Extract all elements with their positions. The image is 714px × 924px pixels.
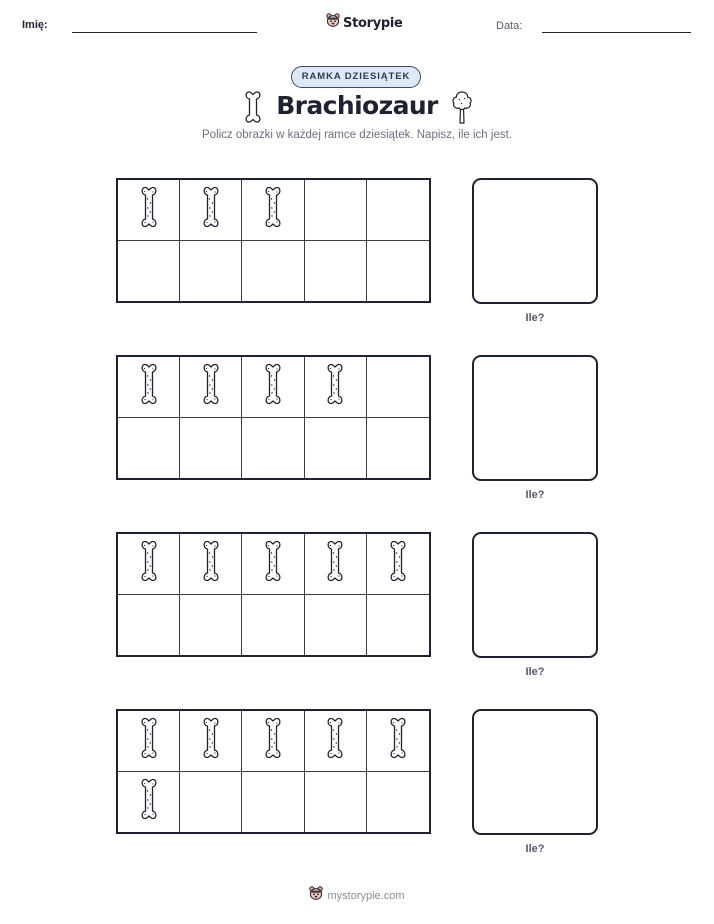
exercise-row-3 [0,532,714,692]
frame-cell [367,711,429,772]
frame-cell [118,711,180,772]
answer-box[interactable] [472,355,598,481]
frame-cell [242,711,304,772]
exercise-row-1 [0,178,714,338]
frame-cell [242,772,304,833]
answer-label: Ile? [525,489,545,501]
answer-box[interactable] [472,178,598,304]
bone-icon [139,185,159,234]
name-label: Imię: [22,19,48,31]
bone-icon [325,716,345,765]
bone-icon [263,539,283,588]
ten-frame [116,355,431,480]
tree-icon [450,90,474,131]
bone-icon [201,716,221,765]
bone-icon [201,185,221,234]
bone-icon [263,185,283,234]
bone-icon [139,777,159,826]
frame-cell [118,772,180,833]
frame-cell [305,241,367,302]
frame-cell [180,711,242,772]
frame-cell [367,772,429,833]
ten-frame [116,532,431,657]
frame-cell [305,357,367,418]
frame-cell [180,772,242,833]
frame-cell [305,595,367,656]
frame-cell [305,180,367,241]
bone-icon [139,539,159,588]
frame-cell [242,357,304,418]
frame-cell [305,534,367,595]
ten-frame [116,709,431,834]
frame-cell [118,241,180,302]
bone-icon [201,539,221,588]
instructions: Policz obrazki w każdej ramce dziesiątek. Napisz, ile ich jest. [202,129,512,141]
worksheet-type-badge: RAMKA DZIESIĄTEK [291,66,421,88]
bone-icon [139,716,159,765]
bear-mascot-icon [309,886,323,906]
frame-cell [118,357,180,418]
answer-label: Ile? [525,666,545,678]
frame-cell [305,418,367,479]
name-field-line[interactable] [72,32,257,33]
frame-cell [242,418,304,479]
bone-icon [201,362,221,411]
frame-cell [367,241,429,302]
frame-cell [242,534,304,595]
frame-cell [367,418,429,479]
footer [0,886,714,906]
frame-cell [367,534,429,595]
frame-cell [305,711,367,772]
frame-cell [118,180,180,241]
bone-icon [263,362,283,411]
frame-cell [180,534,242,595]
exercise-row-4 [0,709,714,869]
frame-cell [180,418,242,479]
frame-cell [367,357,429,418]
exercise-row-2 [0,355,714,515]
bone-icon [325,539,345,588]
date-label: Data: [496,20,523,32]
frame-cell [180,595,242,656]
frame-cell [180,241,242,302]
answer-label: Ile? [525,312,545,324]
frame-cell [118,595,180,656]
frame-cell [180,180,242,241]
frame-cell [242,595,304,656]
answer-label: Ile? [525,843,545,855]
bone-icon [388,539,408,588]
frame-cell [242,241,304,302]
bone-icon [388,716,408,765]
footer-url: mystorypie.com [327,890,405,902]
frame-cell [305,772,367,833]
ten-frame [116,178,431,303]
bone-icon [139,362,159,411]
answer-box[interactable] [472,709,598,835]
bear-mascot-icon [326,13,340,33]
brand-name: Storypie [343,15,403,31]
answer-box[interactable] [472,532,598,658]
frame-cell [367,595,429,656]
bone-icon [263,716,283,765]
frame-cell [180,357,242,418]
bone-icon [325,362,345,411]
date-field-line[interactable] [542,32,691,33]
frame-cell [118,418,180,479]
title-row [0,90,714,126]
brand-logo [326,13,403,33]
frame-cell [118,534,180,595]
frame-cell [367,180,429,241]
frame-cell [242,180,304,241]
page-title: Brachiozaur [276,91,438,120]
